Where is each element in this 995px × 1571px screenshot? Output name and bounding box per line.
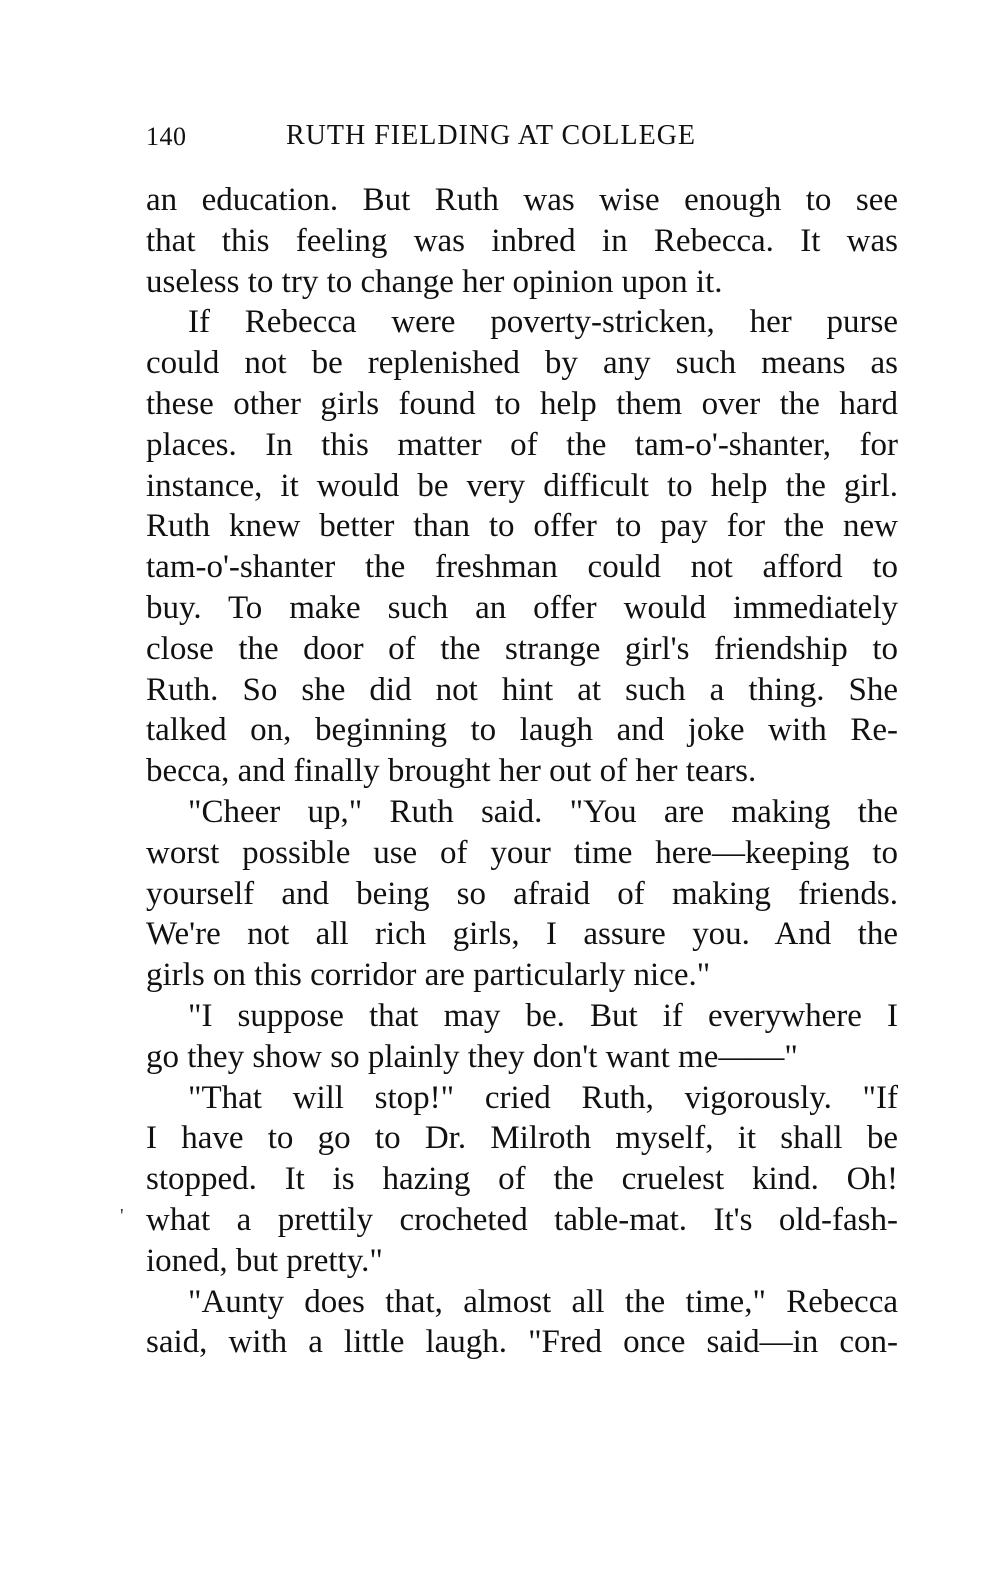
text-line: Ruth knew better than to offer to pay for the new [146, 508, 898, 545]
text-line: buy. To make such an offer would immediately [146, 589, 898, 626]
text-line: becca, and finally brought her out of her tears. [146, 753, 757, 790]
text-line: I have to go to Dr. Milroth myself, it shall be [146, 1120, 898, 1157]
text-line: useless to try to change her opinion upon it. [146, 263, 723, 300]
text-line: If Rebecca were poverty-stricken, her purse [188, 304, 898, 341]
text-line: "Cheer up," Ruth said. "You are making the [188, 793, 898, 830]
text-line: "Aunty does that, almost all the time," Rebecca [188, 1283, 898, 1320]
text-line: tam-o'-shanter the freshman could not afford to [146, 549, 898, 586]
text-line: girls on this corridor are particularly nice." [146, 957, 711, 994]
text-line: an education. But Ruth was wise enough to see [146, 182, 898, 218]
text-line: instance, it would be very difficult to help the girl. [146, 467, 898, 504]
text-line: "That will stop!" cried Ruth, vigorously. "If [188, 1079, 898, 1116]
body-text [146, 180, 898, 1363]
text-line: said, with a little laugh. "Fred once said—in con- [146, 1324, 898, 1361]
text-line: worst possible use of your time here—keeping to [146, 834, 898, 871]
text-line: could not be replenished by any such means as [146, 345, 898, 382]
text-line: yourself and being so afraid of making friends. [146, 875, 898, 912]
text-line: that this feeling was inbred in Rebecca. It was [146, 222, 898, 259]
text-line: stopped. It is hazing of the cruelest kind. Oh! [146, 1161, 898, 1198]
text-line: Ruth. So she did not hint at such a thing. She [146, 671, 898, 708]
running-title: RUTH FIELDING AT COLLEGE [286, 120, 697, 151]
text-line: go they show so plainly they don't want me——" [146, 1038, 798, 1075]
margin-mark: ' [120, 1205, 124, 1227]
text-line: places. In this matter of the tam-o'-shanter, for [146, 426, 898, 463]
text-line: ioned, but pretty." [146, 1242, 383, 1279]
text-line: close the door of the strange girl's friendship to [146, 630, 898, 667]
text-line: what a prettily crocheted table-mat. It's old-fash- [146, 1201, 898, 1238]
text-line: these other girls found to help them over the hard [146, 385, 898, 422]
text-line: We're not all rich girls, I assure you. And the [146, 916, 898, 953]
text-line: "I suppose that may be. But if everywhere I [188, 997, 898, 1034]
page-header [146, 118, 898, 158]
page-number: 140 [146, 122, 187, 151]
text-line: talked on, beginning to laugh and joke with Re- [146, 712, 898, 749]
